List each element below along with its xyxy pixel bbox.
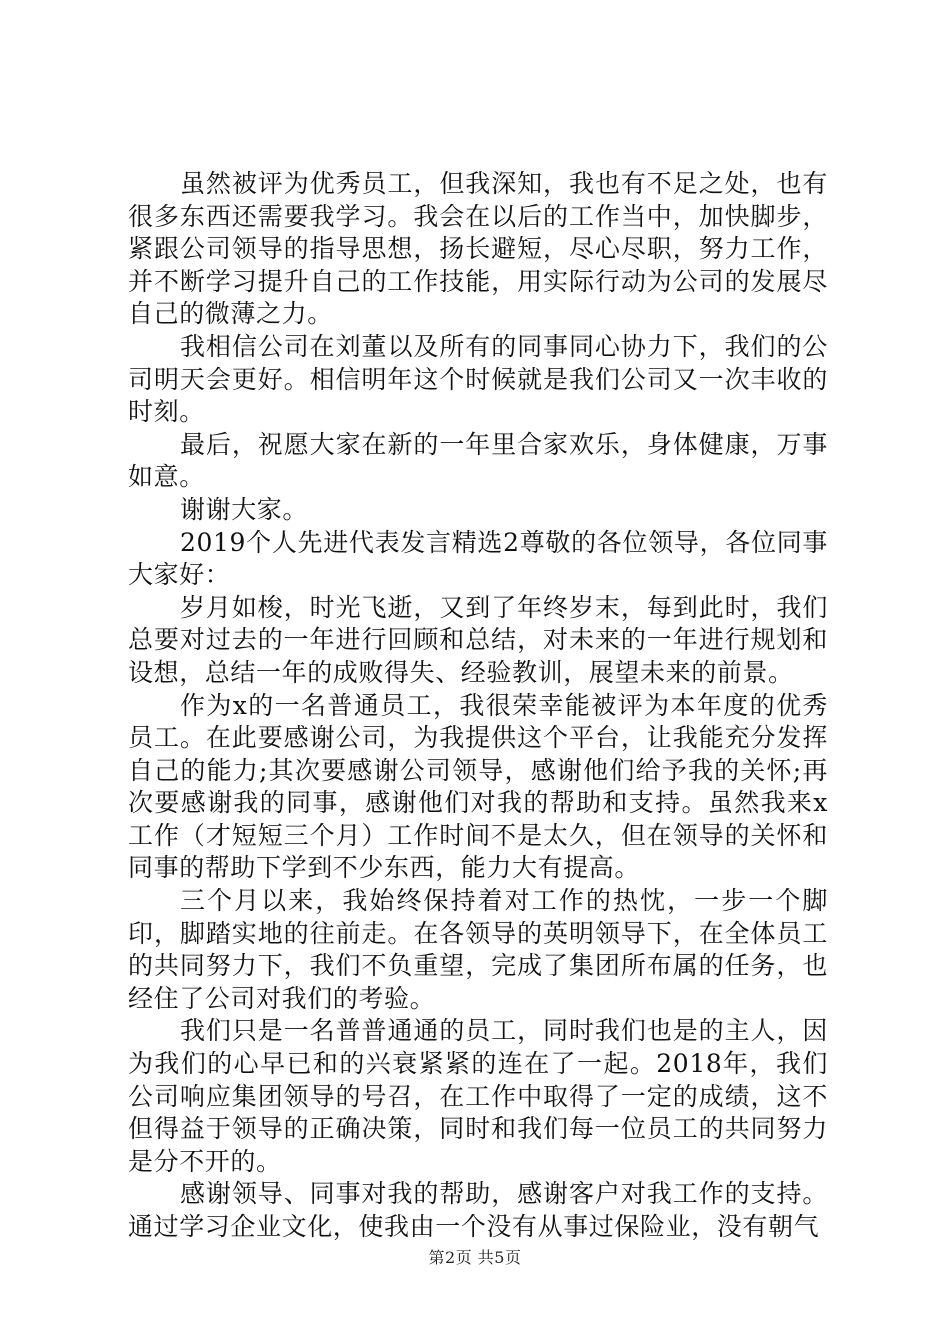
paragraph: 谢谢大家。 [180, 494, 309, 524]
paragraph: 虽然被评为优秀员工，但我深知，我也有不足之处，也有很多东西还需要我学习。我会在以后的工作当中，加快脚步，紧跟公司领导的指导思想，扬长避短，尽心尽职，努力工作，并不断学习提升自己的工作技能，用实际行动为公司的发展尽自己的微薄之力。 [128, 169, 828, 329]
paragraph: 感谢领导、同事对我的帮助，感谢客户对我工作的支持。通过学习企业文化，使我由一个没有从事过保险业，没有朝气 [128, 1179, 828, 1241]
paragraph: 我们只是一名普普通通的员工，同时我们也是的主人，因为我们的心早已和的兴衰紧紧的连在了一起。2018年，我们公司响应集团领导的号召，在工作中取得了一定的成绩，这不但得益于领导的正确决策，同时和我们每一位员工的共同努力是分不开的。 [128, 1016, 828, 1176]
paragraph: 2019个人先进代表发言精选2尊敬的各位领导，各位同事大家好： [128, 527, 828, 590]
document-body [128, 168, 828, 1244]
paragraph: 三个月以来，我始终保持着对工作的热忱，一步一个脚印，脚踏实地的往前走。在各领导的英明领导下，在全体员工的共同努力下，我们不负重望，完成了集团所布属的任务，也经住了公司对我们的考验。 [128, 886, 828, 1013]
paragraph: 最后，祝愿大家在新的一年里合家欢乐，身体健康，万事如意。 [128, 429, 828, 492]
paragraph: 岁月如梭，时光飞逝，又到了年终岁末，每到此时，我们总要对过去的一年进行回顾和总结，对未来的一年进行规划和设想，总结一年的成败得失、经验教训，展望未来的前景。 [128, 592, 828, 687]
paragraph: 我相信公司在刘董以及所有的同事同心协力下，我们的公司明天会更好。相信明年这个时候就是我们公司又一次丰收的时刻。 [128, 331, 828, 427]
page-number-footer: 第2页 共5页 [428, 1248, 522, 1267]
paragraph: 作为x的一名普通员工，我很荣幸能被评为本年度的优秀员工。在此要感谢公司，为我提供这个平台，让我能充分发挥自己的能力;其次要感谢公司领导，感谢他们给予我的关怀;再次要感谢我的同事，感谢他们对我的帮助和支持。虽然我来x工作（才短短三个月）工作时间不是太久，但在领导的关怀和同事的帮助下学到不少东西，能力大有提高。 [128, 690, 828, 883]
